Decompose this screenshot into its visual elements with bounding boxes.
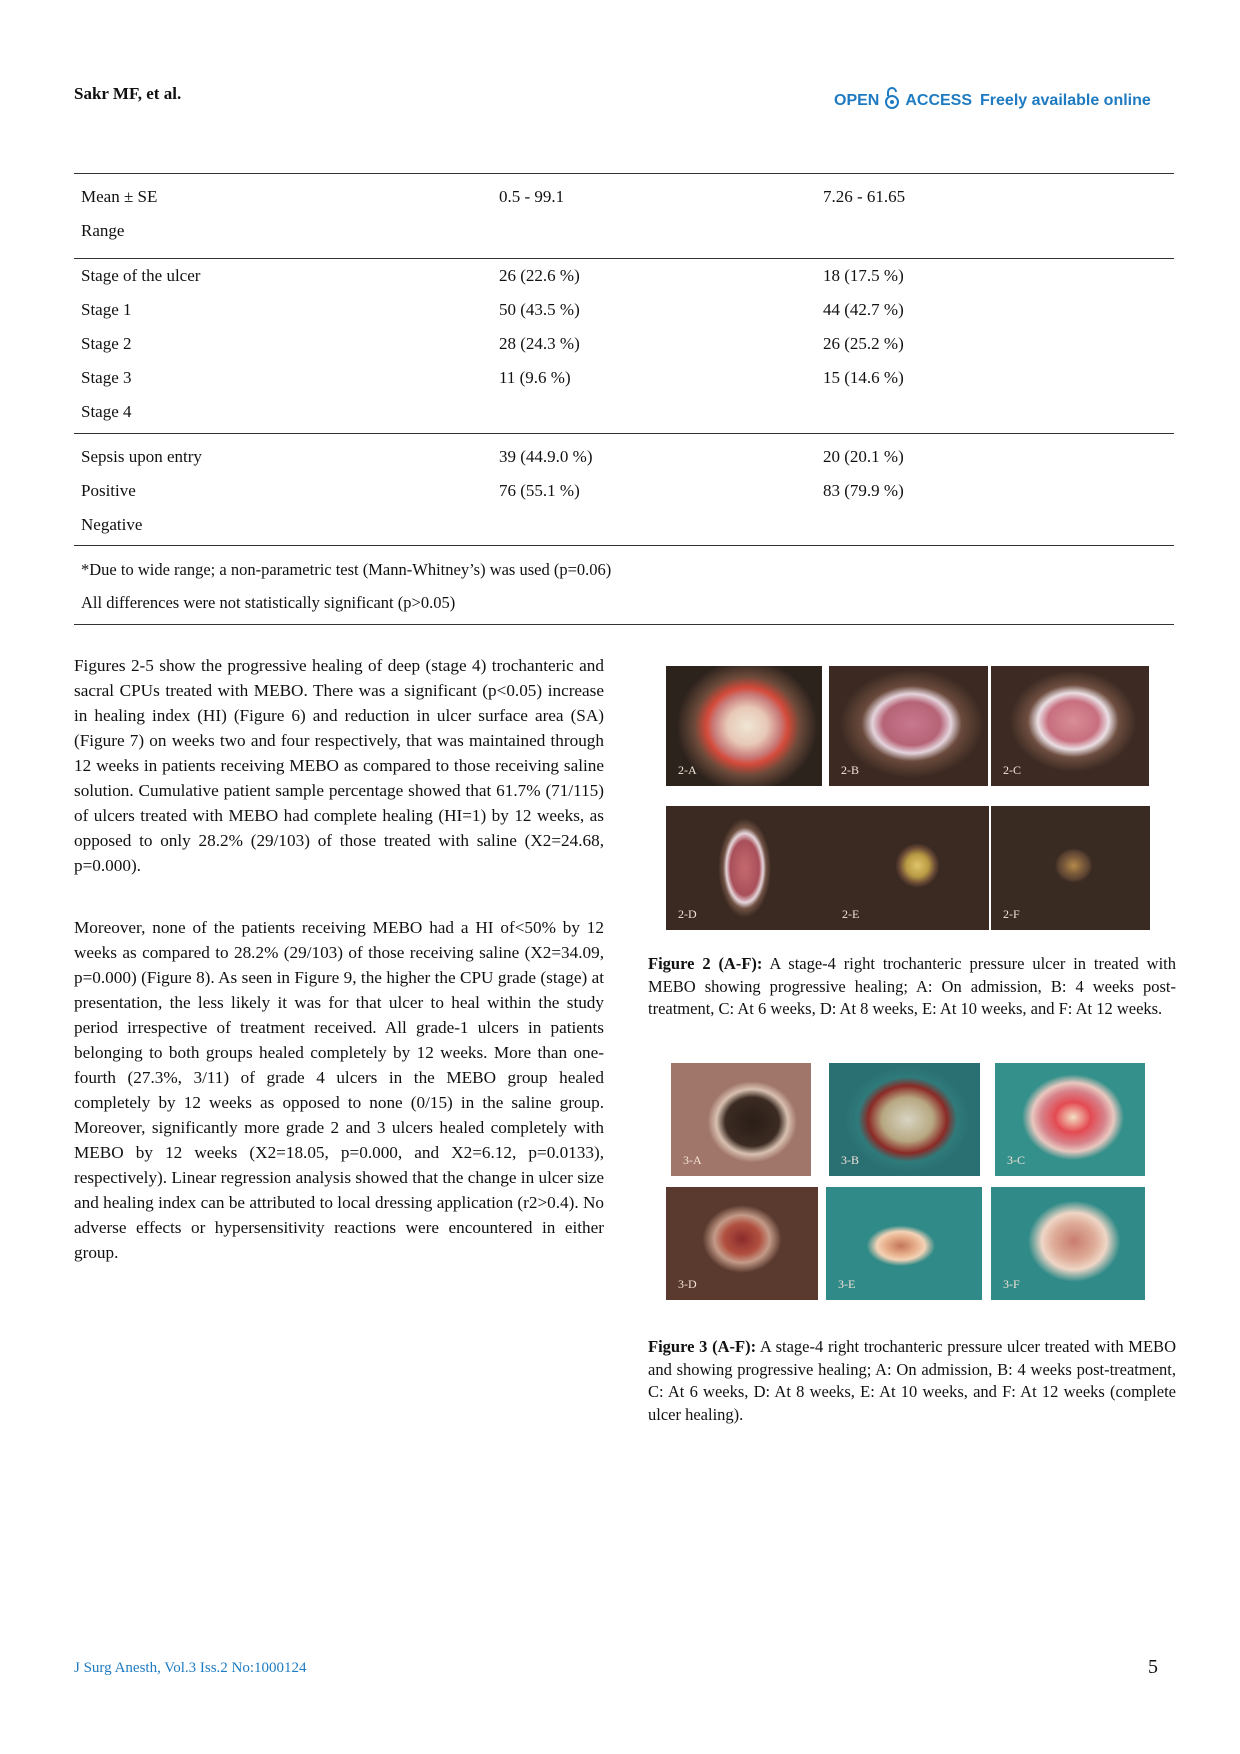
table-row [81, 180, 1161, 214]
cell-saline: 18 (17.5 %) [823, 266, 904, 285]
figure-2a-photo [666, 666, 822, 786]
figure-2d-photo [666, 806, 830, 930]
row-label: Negative [81, 515, 143, 534]
open-lock-icon [883, 86, 901, 115]
table-row [81, 327, 1161, 361]
photo-label: 2-D [678, 907, 697, 921]
row-label: Stage 2 [81, 334, 132, 353]
figure-3d-photo [666, 1187, 818, 1300]
running-author: Sakr MF, et al. [74, 84, 182, 103]
table-row [81, 293, 1161, 327]
figure-3b-photo [829, 1063, 980, 1176]
figure-3-caption-text: A stage-4 right trochanteric pressure ulcer treated with MEBO and showing progressive healing; A: On admission, B: 4 weeks post-treatment, C: At 6 weeks, D: At 8 weeks, E: At 10 weeks, and F: At 12 weeks (complete ulcer healing). [648, 1337, 1176, 1424]
table-bottom-rule [74, 624, 1174, 625]
photo-label: 3-F [1003, 1277, 1020, 1291]
cell-saline: 44 (42.7 %) [823, 300, 904, 319]
table-rule [74, 433, 1174, 434]
photo-label: 3-A [683, 1153, 702, 1167]
body-paragraph: Figures 2-5 show the progressive healing of deep (stage 4) trochanteric and sacral CPUs treated with MEBO. There was a significant (p<0.05) increase in healing index (HI) (Figure 6) and reduction in ulcer surface area (SA) (Figure 7) on weeks two and four respectively, that was maintained through 12 weeks in patients receiving MEBO as compared to those receiving saline solution. Cumulative patient sample percentage showed that 61.7% (71/115) of ulcers treated with MEBO had complete healing (HI=1) by 12 weeks, as opposed to only 28.2% (29/103) of those treated with saline (X2=24.68, p=0.000). [74, 656, 604, 875]
photo-label: 2-A [678, 763, 697, 777]
row-label: Stage of the ulcer [81, 266, 201, 285]
table-row [81, 361, 1161, 395]
row-label: Range [81, 221, 125, 240]
table-row [81, 440, 1161, 474]
table-row [81, 474, 1161, 508]
row-label: Stage 4 [81, 402, 132, 421]
figure-2e-photo [830, 806, 989, 930]
footer-journal-citation: J Surg Anesth, Vol.3 Iss.2 No:1000124 [74, 1660, 307, 1676]
photo-label: 3-E [838, 1277, 856, 1291]
body-paragraph: Moreover, none of the patients receiving MEBO had a HI of<50% by 12 weeks as compared to 28.2% (29/103) of those receiving saline (X2=34.09, p=0.000) (Figure 8). As seen in Figure 9, the higher the CPU grade (stage) at presentation, the less likely it was for that ulcer to heal within the study period irrespective of treatment received. All grade-1 ulcers in patients belonging to both groups healed completely by 12 weeks. More than one-fourth (27.3%, 3/11) of grade 4 ulcers in the MEBO group healed completely by 12 weeks as opposed to none (0/15) in the saline group. Moreover, significantly more grade 2 and 3 ulcers healed completely with MEBO by 12 weeks (X2=18.05, p=0.000, and X2=6.12, p=0.0133), respectively). Linear regression analysis showed that the change in ulcer size and healing index can be attributed to local dressing application (r2>0.4). No adverse effects or hypersensitivity reactions were encountered in either group. [74, 918, 604, 1262]
figure-3e-photo [826, 1187, 982, 1300]
cell-saline: 15 (14.6 %) [823, 368, 904, 387]
table-row [81, 508, 1161, 542]
table-footnote: All differences were not statistically significant (p>0.05) [81, 593, 456, 612]
row-label: Stage 3 [81, 368, 132, 387]
figure-3a-photo [671, 1063, 811, 1176]
table-rule [74, 545, 1174, 546]
cell-mebo: 50 (43.5 %) [499, 300, 580, 319]
row-label: Sepsis upon entry [81, 447, 202, 466]
table-row [81, 395, 1161, 429]
photo-label: 3-D [678, 1277, 697, 1291]
photo-label: 2-F [1003, 907, 1020, 921]
table-top-rule [74, 173, 1174, 174]
photo-label: 2-B [841, 763, 859, 777]
figure-3f-photo [991, 1187, 1145, 1300]
photo-label: 3-C [1007, 1153, 1025, 1167]
cell-saline: 7.26 - 61.65 [823, 187, 906, 206]
figure-2f-photo [991, 806, 1150, 930]
oa-access-label: ACCESS [905, 91, 973, 109]
figure-2-caption-text: A stage-4 right trochanteric pressure ulcer in treated with MEBO showing progressive healing; A: On admission, B: 4 weeks post-treatment, C: At 6 weeks, D: At 8 weeks, E: At 10 weeks, and F: At 12 weeks. [648, 954, 1176, 1018]
cell-mebo: 26 (22.6 %) [499, 266, 580, 285]
cell-saline: 26 (25.2 %) [823, 334, 904, 353]
photo-label: 2-C [1003, 763, 1021, 777]
row-label: Positive [81, 481, 136, 500]
oa-open-label: OPEN [834, 91, 880, 109]
photo-label: 2-E [842, 907, 860, 921]
oa-tagline: Freely available online [980, 91, 1151, 109]
cell-mebo: 11 (9.6 %) [499, 368, 571, 387]
figure-3c-photo [995, 1063, 1145, 1176]
page-number: 5 [1148, 1656, 1158, 1678]
row-label: Stage 1 [81, 300, 132, 319]
photo-label: 3-B [841, 1153, 859, 1167]
cell-mebo: 39 (44.9.0 %) [499, 447, 593, 466]
cell-saline: 20 (20.1 %) [823, 447, 904, 466]
table-row [81, 259, 1161, 293]
figure-3-caption-label: Figure 3 (A-F): [648, 1337, 757, 1356]
cell-mebo: 28 (24.3 %) [499, 334, 580, 353]
table-row [81, 214, 1161, 248]
table-footnote: *Due to wide range; a non-parametric test (Mann-Whitney’s) was used (p=0.06) [81, 560, 612, 579]
figure-2-caption-label: Figure 2 (A-F): [648, 954, 763, 973]
open-access-banner [834, 86, 1151, 115]
cell-saline: 83 (79.9 %) [823, 481, 904, 500]
cell-mebo: 76 (55.1 %) [499, 481, 580, 500]
figure-2-caption [648, 953, 1176, 1021]
figure-2b-photo [829, 666, 988, 786]
figure-2c-photo [991, 666, 1149, 786]
row-label: Mean ± SE [81, 187, 158, 206]
figure-3-caption [648, 1336, 1176, 1426]
cell-mebo: 0.5 - 99.1 [499, 187, 565, 206]
